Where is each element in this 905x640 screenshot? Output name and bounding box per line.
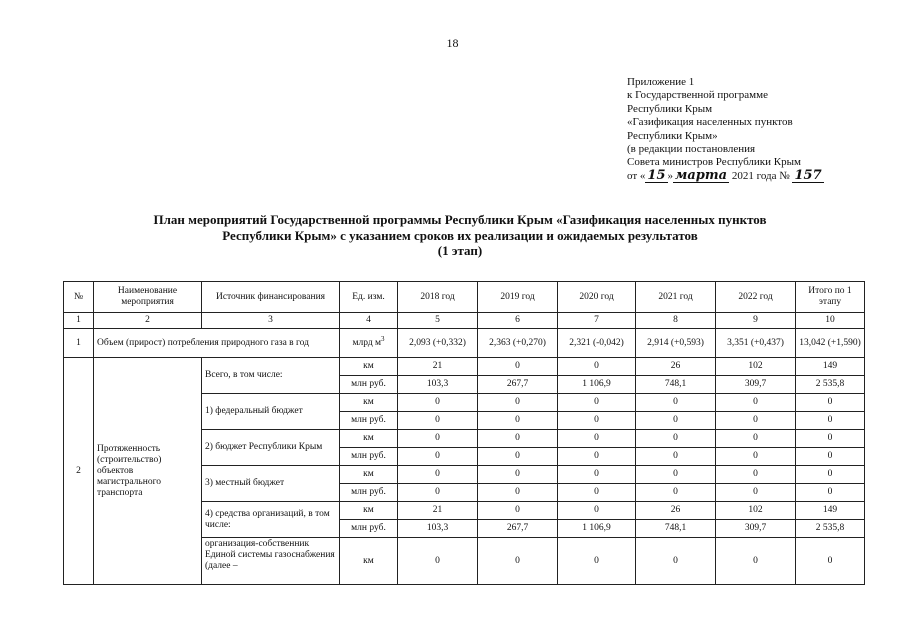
value-cell: 0 xyxy=(796,538,865,585)
header-cell: Итого по 1 этапу xyxy=(796,282,865,313)
date-year: 2021 года № xyxy=(729,169,793,182)
unit-superscript: 3 xyxy=(381,334,385,343)
value-cell: 0 xyxy=(716,394,796,412)
header-cell: Наименование мероприятия xyxy=(94,282,202,313)
value-cell: 267,7 xyxy=(478,376,558,394)
header-cell: 2022 год xyxy=(716,282,796,313)
value-cell: 0 xyxy=(478,394,558,412)
value-cell: 1 106,9 xyxy=(558,376,636,394)
value-cell: 2,363 (+0,270) xyxy=(478,329,558,358)
value-cell: 0 xyxy=(558,412,636,430)
value-cell: 0 xyxy=(398,538,478,585)
column-number: 1 xyxy=(64,313,94,329)
value-cell: 102 xyxy=(716,502,796,520)
date-mid: » xyxy=(667,169,674,182)
source-label: 3) местный бюджет xyxy=(202,466,340,502)
value-cell: 267,7 xyxy=(478,520,558,538)
value-cell: 26 xyxy=(636,358,716,376)
value-cell: 0 xyxy=(398,466,478,484)
value-cell: 0 xyxy=(478,430,558,448)
value-cell: 0 xyxy=(636,448,716,466)
appendix-line: «Газификация населенных пунктов xyxy=(627,116,793,129)
value-cell: 0 xyxy=(478,412,558,430)
value-cell: 0 xyxy=(478,448,558,466)
unit-cell: млн руб. xyxy=(340,448,398,466)
header-cell: 2018 год xyxy=(398,282,478,313)
value-cell: 2 535,8 xyxy=(796,376,865,394)
source-label: 1) федеральный бюджет xyxy=(202,394,340,430)
header-cell: № xyxy=(64,282,94,313)
value-cell: 0 xyxy=(478,484,558,502)
appendix-block xyxy=(627,76,892,183)
header-cell: Источник финансирования xyxy=(202,282,340,313)
table-row xyxy=(64,358,865,376)
value-cell: 0 xyxy=(796,448,865,466)
value-cell: 0 xyxy=(636,430,716,448)
title-line-1: План мероприятий Государственной программы Республики Крым «Газификация населенных пунктов xyxy=(153,212,767,227)
title-line-2: Республики Крым» с указанием сроков их реализации и ожидаемых результатов xyxy=(222,227,698,243)
value-cell: 26 xyxy=(636,502,716,520)
column-number: 6 xyxy=(478,313,558,329)
column-number: 10 xyxy=(796,313,865,329)
page-number: 18 xyxy=(446,36,459,50)
decree-number-handwritten: 157 xyxy=(794,167,822,183)
row-name: Объем (прирост) потребления природного газа в год xyxy=(94,329,340,358)
value-cell: 0 xyxy=(716,430,796,448)
value-cell: 0 xyxy=(796,430,865,448)
value-cell: 0 xyxy=(716,484,796,502)
plan-table xyxy=(63,281,865,585)
value-cell: 0 xyxy=(558,538,636,585)
unit-cell: км xyxy=(340,358,398,376)
appendix-line: (в редакции постановления xyxy=(627,143,756,156)
appendix-date-line xyxy=(627,167,892,183)
value-cell: 0 xyxy=(716,448,796,466)
value-cell: 0 xyxy=(478,466,558,484)
value-cell: 0 xyxy=(796,484,865,502)
value-cell: 748,1 xyxy=(636,520,716,538)
value-cell: 0 xyxy=(398,430,478,448)
value-cell: 2 535,8 xyxy=(796,520,865,538)
table-row xyxy=(64,329,865,358)
unit-cell: км xyxy=(340,538,398,585)
title-line-3: (1 этап) xyxy=(437,243,483,258)
header-cell: 2019 год xyxy=(478,282,558,313)
header-cell: 2021 год xyxy=(636,282,716,313)
value-cell: 149 xyxy=(796,358,865,376)
value-cell: 0 xyxy=(398,394,478,412)
header-cell: Ед. изм. xyxy=(340,282,398,313)
value-cell: 0 xyxy=(796,394,865,412)
value-cell: 0 xyxy=(558,394,636,412)
document-title xyxy=(60,212,860,259)
value-cell: 0 xyxy=(478,502,558,520)
value-cell: 0 xyxy=(558,502,636,520)
value-cell: 309,7 xyxy=(716,520,796,538)
column-number: 8 xyxy=(636,313,716,329)
source-label: организация-собственник Единой системы газоснабжения (далее – xyxy=(202,538,340,585)
row-name: Протяженность (строительство) объектов магистрального транспорта xyxy=(94,358,202,585)
value-cell: 0 xyxy=(478,358,558,376)
value-cell: 748,1 xyxy=(636,376,716,394)
value-cell: 0 xyxy=(796,466,865,484)
value-cell: 309,7 xyxy=(716,376,796,394)
value-cell: 0 xyxy=(398,448,478,466)
value-cell: 21 xyxy=(398,358,478,376)
value-cell: 2,093 (+0,332) xyxy=(398,329,478,358)
unit-cell: млн руб. xyxy=(340,376,398,394)
value-cell: 0 xyxy=(636,538,716,585)
unit-cell: км xyxy=(340,394,398,412)
value-cell: 0 xyxy=(558,430,636,448)
appendix-line: Республики Крым» xyxy=(627,129,718,142)
value-cell: 0 xyxy=(796,412,865,430)
source-label: 4) средства организаций, в том числе: xyxy=(202,502,340,538)
value-cell: 3,351 (+0,437) xyxy=(716,329,796,358)
unit-cell: млн руб. xyxy=(340,520,398,538)
value-cell: 0 xyxy=(398,484,478,502)
source-label: Всего, в том числе: xyxy=(202,358,340,394)
column-number: 3 xyxy=(202,313,340,329)
column-number: 4 xyxy=(340,313,398,329)
appendix-line: Республики Крым xyxy=(627,102,713,115)
value-cell: 103,3 xyxy=(398,520,478,538)
appendix-line: Приложение 1 xyxy=(627,76,695,88)
column-number: 7 xyxy=(558,313,636,329)
date-day-handwritten: 15 xyxy=(647,167,666,183)
value-cell: 0 xyxy=(716,412,796,430)
value-cell: 0 xyxy=(636,394,716,412)
date-prefix: от « xyxy=(627,169,646,182)
value-cell: 2,321 (-0,042) xyxy=(558,329,636,358)
value-cell: 102 xyxy=(716,358,796,376)
value-cell: 0 xyxy=(636,466,716,484)
unit-text: млрд м xyxy=(352,337,382,348)
value-cell: 0 xyxy=(398,412,478,430)
value-cell: 0 xyxy=(636,484,716,502)
unit-cell: км xyxy=(340,502,398,520)
value-cell: 0 xyxy=(716,466,796,484)
unit-cell: млн руб. xyxy=(340,412,398,430)
column-number: 9 xyxy=(716,313,796,329)
column-number: 5 xyxy=(398,313,478,329)
value-cell: 0 xyxy=(478,538,558,585)
value-cell: 0 xyxy=(636,412,716,430)
value-cell: 149 xyxy=(796,502,865,520)
value-cell: 0 xyxy=(716,538,796,585)
date-month-handwritten: марта xyxy=(675,167,728,183)
value-cell: 1 106,9 xyxy=(558,520,636,538)
row-number: 2 xyxy=(64,358,94,585)
header-row xyxy=(64,282,865,313)
column-number-row xyxy=(64,313,865,329)
value-cell: 0 xyxy=(558,466,636,484)
column-number: 2 xyxy=(94,313,202,329)
unit-cell: млн руб. xyxy=(340,484,398,502)
appendix-line: к Государственной программе xyxy=(627,89,768,102)
row-unit xyxy=(340,329,398,358)
value-cell: 0 xyxy=(558,448,636,466)
appendix-line: Совета министров Республики Крым xyxy=(627,156,801,169)
value-cell: 0 xyxy=(558,484,636,502)
source-label: 2) бюджет Республики Крым xyxy=(202,430,340,466)
value-cell: 13,042 (+1,590) xyxy=(796,329,865,358)
unit-cell: км xyxy=(340,430,398,448)
value-cell: 2,914 (+0,593) xyxy=(636,329,716,358)
value-cell: 103,3 xyxy=(398,376,478,394)
value-cell: 21 xyxy=(398,502,478,520)
value-cell: 0 xyxy=(558,358,636,376)
header-cell: 2020 год xyxy=(558,282,636,313)
row-number: 1 xyxy=(64,329,94,358)
unit-cell: км xyxy=(340,466,398,484)
